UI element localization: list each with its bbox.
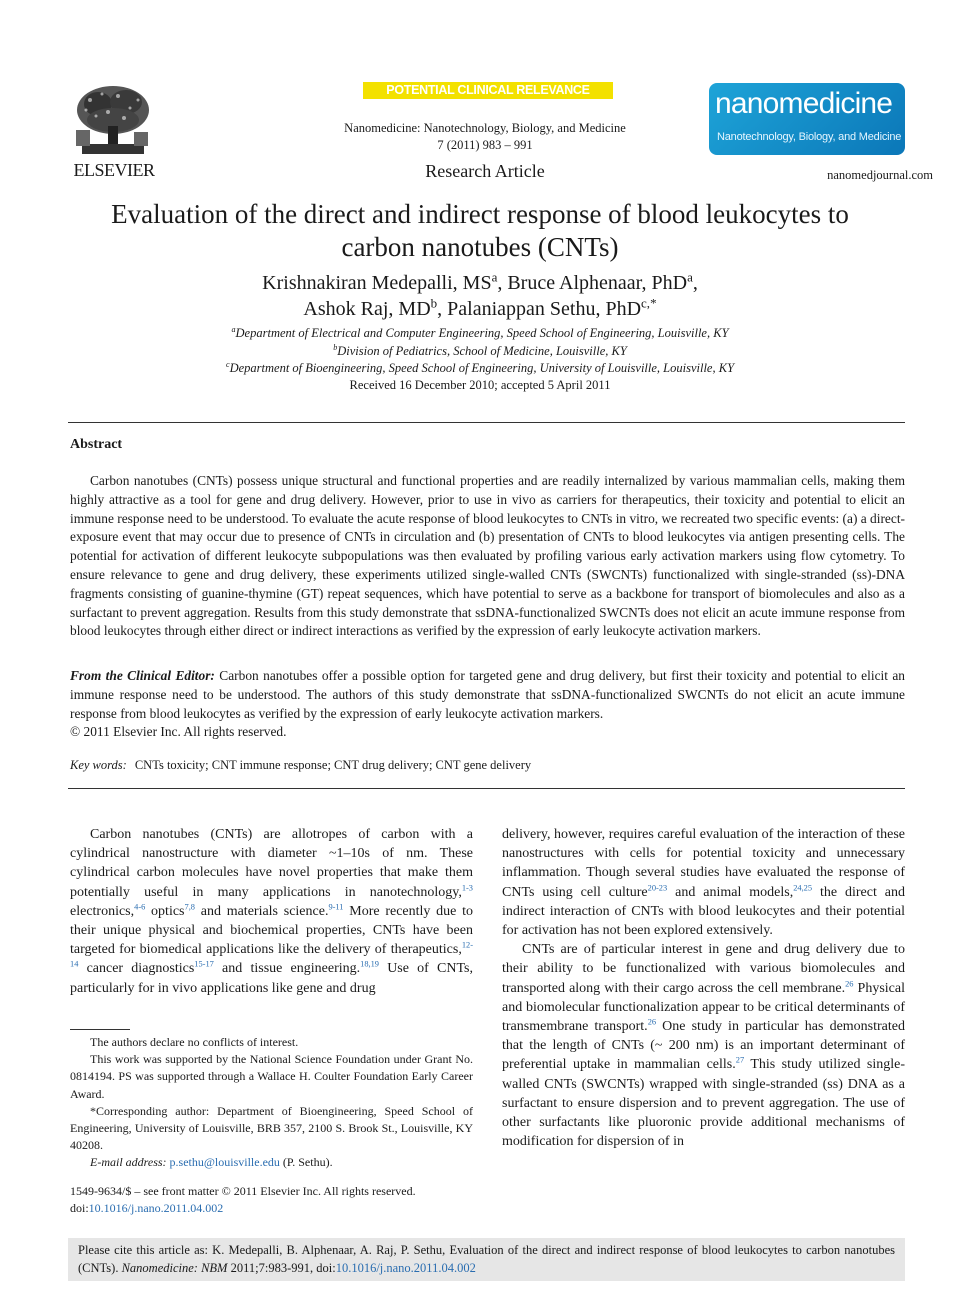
logo-title: nanomedicine [715,87,893,120]
citation-link[interactable]: 1-3 [461,882,473,892]
author-affil-marker: c, [641,295,651,311]
clinical-relevance-badge: POTENTIAL CLINICAL RELEVANCE [363,82,613,99]
footnote-corresponding: *Corresponding author: Department of Bioengineering, Speed School of Engineering, University of Louisville, BRB 357, 2100 S. Brook St., Louisville, KY 40208. [70,1103,473,1153]
footnote-conflicts: The authors declare no conflicts of interest. [90,1035,299,1049]
doi-link[interactable]: 10.1016/j.nano.2011.04.002 [88,1201,224,1215]
tree-icon [68,82,158,160]
corresponding-marker[interactable]: * [650,295,657,311]
article-type: Research Article [425,161,545,181]
citation-link[interactable]: 27 [735,1055,745,1065]
abstract-copyright: © 2011 Elsevier Inc. All rights reserved. [70,724,287,739]
affiliation-b: Division of Pediatrics, School of Medicine, Louisville, KY [337,343,627,358]
journal-name: Nanomedicine: Nanotechnology, Biology, and Medicine [344,121,626,135]
affiliations [60,325,900,378]
email-link[interactable]: p.sethu@louisville.edu [169,1155,280,1170]
issn-doi: 1549-9634/$ – see front matter © 2011 Elsevier Inc. All rights reserved. doi:10.1016/j.nano.2011.04.002 [70,1183,490,1217]
author-name: Ashok Raj, MD [303,298,431,320]
abstract-heading: Abstract [70,437,123,452]
journal-volume: 7 (2011) 983 – 991 [437,138,533,152]
body-column-right [502,825,905,1151]
affil-marker: a [231,324,236,334]
author-name: Palaniappan Sethu, PhD [447,298,642,320]
body-paragraph: CNTs are of particular interest in gene and drug delivery due to their ability to be functionalized with various biomolecules and transported along with their cargo across the cell membrane.$^{26}$ Physical and biomolecular functionalization appear to be critical determinants of transmembrane transport.$^{26}$ One study in particular has demonstrated that the length of CNTs (~ 200 nm) is an important determinant of preferential uptake in mammalian cells.$^{27}$ This study utilized single- walled CNTs (SWCNTs) wrapped with single-stranded (ss) DNA as a surfactant to ensure dispersion and to prevent aggregation. The use of other surfactants like pluoronic provide additional mechanisms of modification for dispersion of in [502,942,906,1150]
abstract-body: Carbon nanotubes (CNTs) possess unique structural and functional properties and are readily internalized by various mammalian cells, making them highly attractive as a tool for gene and drug delivery. However, prior to use in vivo as carriers for therapeutics, their toxicity and potential to elicit an immune response need to be understood. To evaluate the acute response of blood leukocytes to CNTs in vitro, we recreated two specific events: (a) a direct-exposure event that may occur due to presence of CNTs in circulation and (b) presentation of CNTs to blood leukocytes via antigen presenting cells. The potential for activation of different leukocyte subpopulations was then evaluated by profiling various early activation markers using flow cytometry. To ensure relevance to gene and drug delivery, these experiments utilized single-walled CNTs (SWCNTs) functionalized with single-stranded (ss)-DNA fragments consisting of guanine-thymine (GT) repeat sequences, which have potential to serve as a backbone for transport of biomolecules and also as a surfactant to prevent aggregation. Results from this study demonstrate that ssDNA-functionalized SWCNTs does not elicit an acute immune response from blood leukocytes through either direct or indirect interactions as verified by the expression of early leukocyte activation markers. [70,473,905,639]
email-label: E-mail address: [90,1155,167,1170]
citation-link[interactable]: 18,19 [360,959,379,969]
article-title [60,198,900,264]
affiliation-c: Department of Bioengineering, Speed School of Engineering, University of Louisville, Louisville, KY [229,361,735,375]
author-name: Krishnakiran Medepalli, MS [262,272,492,294]
citation-link[interactable]: 15-17 [194,959,214,969]
title-line-1: Evaluation of the direct and indirect response of blood leukocytes to [111,199,849,229]
affiliation-a: Department of Electrical and Computer Engineering, Speed School of Engineering, Louisville, KY [235,326,729,340]
publisher-name: ELSEVIER [73,160,155,180]
keywords-list: CNTs toxicity; CNT immune response; CNT drug delivery; CNT gene delivery [134,758,532,772]
journal-url[interactable]: nanomedjournal.com [827,168,933,182]
citation-journal: Nanomedicine: NBM [121,1260,228,1275]
nanomedicine-logo [709,83,905,155]
affil-marker: c [225,359,230,369]
citation-link[interactable]: 26 [647,1017,657,1027]
footnote-funding: This work was supported by the National Science Foundation under Grant No. 0814194. PS was supported through a Wallace H. Coulter Foundation Early Career Award. [70,1052,473,1101]
author-affil-marker: a [687,269,693,285]
footnote-email: E-mail address: p.sethu@louisville.edu (P. Sethu). [90,1155,333,1170]
citation-link[interactable]: 4-6 [134,902,146,912]
divider [68,422,905,423]
logo-subtitle: Nanotechnology, Biology, and Medicine [717,131,902,143]
citation-link[interactable]: 20-23 [647,882,668,892]
keywords [70,758,531,773]
received-dates: Received 16 December 2010; accepted 5 April 2011 [349,378,611,392]
body-paragraph: Carbon nanotubes (CNTs) are allotropes of carbon with a cylindrical nanostructure with diameter ~1–10s of nm. These cylindrical carbon molecules have novel properties that make them potentially useful in many applications in nanotechnology,$^{1-3}$ electronics,$^{4-6}$ optics$^{7,8}$ and materials science.$^{9-11}$ More recently due to their unique physical and biochemical properties, CNTs have been targeted for biomedical applications like the delivery of therapeutics,$^{12-14}$ cancer diagnostics$^{15-17}$ and tissue engineering.$^{18,19}$ Use of CNTs, particularly for in vivo applications like gene and drug [70,827,474,996]
clinical-editor-label: From the Clinical Editor: [70,668,215,683]
author-affil-marker: a [491,269,498,285]
clinical-editor-text: Carbon nanotubes offer a possible option for targeted gene and drug delivery, but first their toxicity and potential to elicit an immune response need to be understood. The authors of this study demonstrate that ssDNA-functionalized SWCNTs do not elicit an acute immune response from blood leukocytes as verified by the expression of early leukocyte activation markers. [70,668,905,721]
citation-link[interactable]: 26 [845,978,854,988]
citation-link[interactable]: 7,8 [184,902,195,912]
author-name: Bruce Alphenaar, PhD [507,272,688,294]
footnotes [70,1034,473,1172]
divider [68,788,905,789]
citation-doi-link[interactable]: 10.1016/j.nano.2011.04.002 [335,1260,476,1275]
citation-link[interactable]: 9-11 [328,902,344,912]
body-paragraph: delivery, however, requires careful evaluation of the interaction of these nanostructures with cells for potential toxicity and unnecessary inflammation. Though several studies have evaluated the response of CNTs using cell culture$^{20-23}$ and animal models,$^{24,25}$ the direct and indirect interaction of CNTs with blood leukocytes and their potential for activation has not been explored extensively. [502,827,905,939]
clinical-editor-note [70,667,905,723]
issn-line: 1549-9634/$ – see front matter © 2011 Elsevier Inc. All rights reserved. [70,1184,416,1198]
footnote-divider [70,1029,130,1030]
body-column-left [70,825,473,998]
journal-citation [290,120,680,154]
keywords-label: Key words: [70,758,127,772]
citation-link[interactable]: 12-14 [70,940,473,969]
author-list: Krishnakiran Medepalli, $MS^a$, Bruce Alphenaar, PhD$^a$, Ashok Raj, $MD^b$, Palaniappan Sethu, PhD$^{c,*}$ [262,269,698,320]
citation-box: Please cite this article as: K. Medepalli, B. Alphenaar, A. Raj, P. Sethu, Evaluation of the direct and indirect response of blood leukocytes to carbon nanotubes (CNTs). Nanomedicine: NBM 2011;7:983-991, doi:10.1016/j.nano.2011.04.002 [68,1238,905,1281]
citation-link[interactable]: 24,25 [793,882,813,892]
title-line-2: carbon nanotubes (CNTs) [341,232,619,262]
author-affil-marker: b [430,295,438,311]
affil-marker: b [333,342,338,352]
